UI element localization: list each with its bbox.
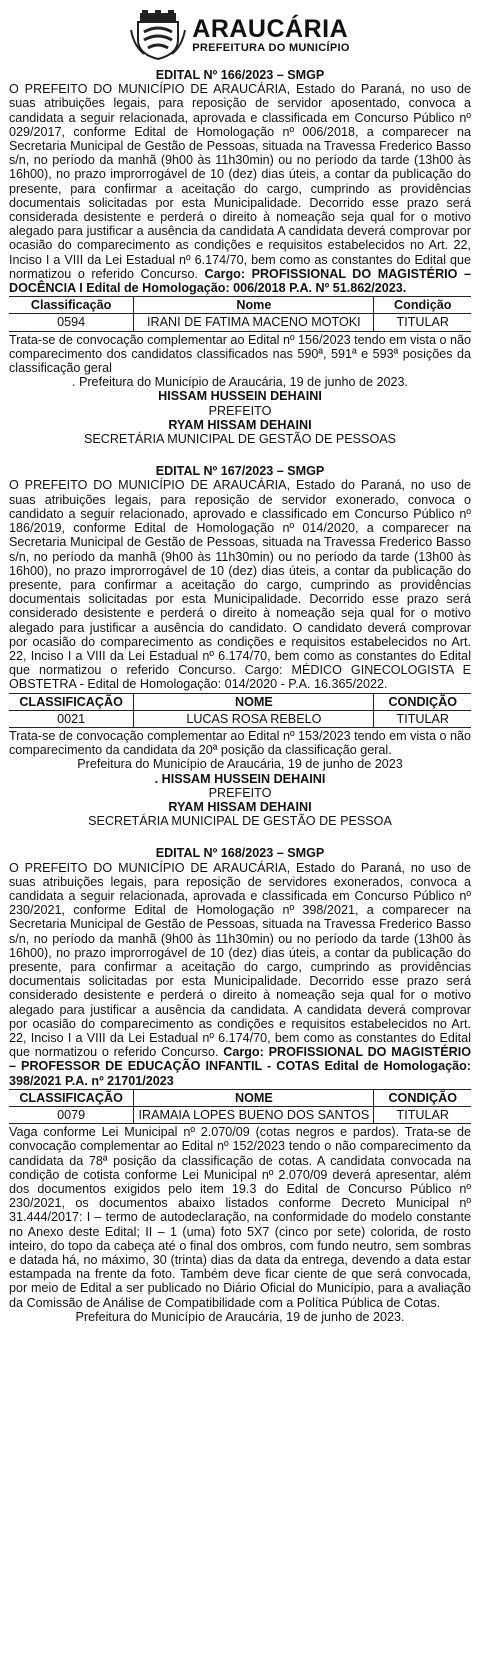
edital-167-section (9, 464, 471, 828)
cell-nome: LUCAS ROSA REBELO (134, 710, 374, 727)
column-header-classificacao: Classificação (9, 297, 134, 314)
edital-166-body-text: O PREFEITO DO MUNICÍPIO DE ARAUCÁRIA, Estado do Paraná, no uso de suas atribuições legais, para reposição de servidor aposentado, convoca a candidata a seguir relacionada, aprovada e classificada em Concurso Público nº 029/2017, conforme Edital de Homologação nº 006/2018, a comparecer na Secretaria Municipal de Gestão de Pessoas, situada na Travessa Frederico Basso s/n, no período da manhã (9h00 às 11h30min) ou no período da tarde (13h00 às 16h00), no prazo improrrogável de 10 (dez) dias úteis, a contar da publicação do presente, para confirmar a aceitação do cargo, cumprindo as providências documentais solicitadas por esta Municipalidade. Decorrido esse prazo será considerada desistente e perderá o direito à nomeação seja qual for o motivo alegado para justificar a ausência da candidata A candidata deverá comprovar por ocasião do comparecimento as condições e requisitos estabelecidos no Art. 22, Inciso I a VIII da Lei Estadual nº 6.174/70, bem como as constantes do Edital que normatizou o referido Concurso. (9, 82, 471, 281)
edital-168-table (9, 1089, 471, 1124)
edital-166-signer-mayor: HISSAM HUSSEIN DEHAINI (158, 389, 322, 404)
edital-167-body: O PREFEITO DO MUNICÍPIO DE ARAUCÁRIA, Estado do Paraná, no uso de suas atribuições legais, para reposição de servidor exonerado, convoca o candidato a seguir relacionado, aprovado e classificado em Concurso Público nº 186/2019, conforme Edital de Homologação nº 014/2020, a comparecer na Secretaria Municipal de Gestão de Pessoas, situada na Travessa Frederico Basso s/n, no período da manhã (9h00 às 11h30min) ou no período da tarde (13h00 às 16h00), no prazo improrrogável de 10 (dez) dias úteis, a contar da publicação do presente, para confirmar a aceitação do cargo, cumprindo as providências documentais solicitadas por esta Municipalidade. Decorrido esse prazo será considerado desistente e perderá o direito à nomeação seja qual for o motivo alegado para justificar a ausência do candidato. O candidato deverá comprovar por ocasião do comparecimento as condições e requisitos estabelecidos no Art. 22, Inciso I a VIII da Lei Estadual nº 6.174/70, bem como as constantes do Edital que normatizou o referido Concurso. Cargo: MÉDICO GINECOLOGISTA E OBSTETRA - Edital de Homologação: 014/2020 - P.A. 16.365/2022. (9, 478, 471, 692)
edital-166-signer-secretary: RYAM HISSAM DEHAINI (168, 417, 312, 432)
column-header-nome: Nome (134, 297, 374, 314)
column-header-condicao: CONDIÇÃO (374, 693, 471, 710)
edital-168-body-text: O PREFEITO DO MUNICÍPIO DE ARAUCÁRIA, Estado do Paraná, no uso de suas atribuições legais, para reposição de servidores exonerados, convoca a candidata a seguir relacionada, aprovada e classificada em Concurso Público nº 230/2021, conforme Edital de Homologação nº 398/2021, a comparecer na Secretaria Municipal de Gestão de Pessoas, situada na Travessa Frederico Basso s/n, no período da manhã (9h00 às 11h30min) ou no período da tarde (13h00 às 16h00), no prazo improrrogável de 10 (dez) dias úteis, a contar da publicação do presente, para confirmar a aceitação do cargo, cumprindo as providências documentais solicitadas por esta Municipalidade. Decorrido esse prazo será considerado desistente e perderá o direito à nomeação seja qual for o motivo alegado para justificar a ausência da candidata. A candidata deverá comprovar por ocasião do comparecimento as condições e requisitos estabelecidos no Art. 22, Inciso I a VIII da Lei Estadual nº 6.174/70, bem como as constantes do Edital que normatizou o referido Concurso. (9, 860, 471, 1060)
brand-subtitle: PREFEITURA DO MUNICÍPIO (192, 41, 350, 54)
cell-nome: IRANI DE FATIMA MACENO MOTOKI (134, 314, 374, 331)
brand-name: ARAUCÁRIA (192, 14, 349, 43)
cell-classificacao: 0021 (9, 710, 134, 727)
edital-168-section (9, 846, 471, 1324)
document-page (9, 0, 471, 1324)
edital-166-body (9, 82, 471, 295)
column-header-nome: NOME (134, 1089, 374, 1106)
cell-classificacao: 0594 (9, 314, 134, 331)
edital-168-title: EDITAL Nº 168/2023 – SMGP (155, 846, 325, 861)
edital-166-cargo: Cargo: PROFISSIONAL DO MAGISTÉRIO – DOCÊNCIA I Edital de Homologação: 006/2018 P.A. Nº 51.862/2023. (9, 266, 471, 296)
cell-condicao: TITULAR (374, 710, 471, 727)
column-header-classificacao: CLASSIFICAÇÃO (9, 693, 134, 710)
edital-167-table (9, 693, 471, 728)
table-row (9, 710, 471, 727)
cell-condicao: TITULAR (374, 1107, 471, 1124)
column-header-condicao: CONDIÇÃO (374, 1089, 471, 1106)
municipal-seal-logo (130, 10, 186, 60)
column-header-classificacao: CLASSIFICAÇÃO (9, 1089, 134, 1106)
edital-167-signer-secretary-role: SECRETÁRIA MUNICIPAL DE GESTÃO DE PESSOA (88, 814, 392, 829)
edital-166-note: Trata-se de convocação complementar ao Edital nº 156/2023 tendo em vista o não comparecimento dos candidatos classificados nas 590ª, 591ª e 593ª posições da classificação geral (9, 332, 471, 376)
edital-166-signer-mayor-role: PREFEITO (208, 403, 272, 418)
table-row (9, 314, 471, 331)
edital-168-note: Vaga conforme Lei Municipal nº 2.070/09 (cotas negros e pardos). Trata-se de convocação complementar ao Edital nº 152/2023 tendo o não comparecimento da candidata da 78ª posição da classificação de cotas. A candidata convocada na condição de cotista conforme Lei Municipal nº 2.070/09 deverá apresentar, além dos documentos exigidos pelo item 19.3 do Edital de Concurso Público nº 230/2021, os documentos abaixo listados conforme Decreto Municipal nº 31.444/2017: I – termo de autodeclaração, na conformidade do modelo constante no Anexo deste Edital; II – 1 (uma) foto 5X7 (cinco por sete) colorida, de rosto inteiro, do topo da cabeça até o final dos ombros, com fundo neutro, sem sombras e datada há, no máximo, 30 (trinta) dias da data da entrega, devendo a data estar estampada na frente da foto. Também deve ficar ciente de que será convocada, por meio de Edital a ser publicado no Diário Oficial do Município, para a avaliação da Comissão de Análise de Compatibilidade com a Política Pública de Cotas. (9, 1125, 471, 1310)
table-row (9, 1107, 471, 1124)
section-spacer (9, 828, 471, 844)
edital-167-title: EDITAL Nº 167/2023 – SMGP (155, 464, 325, 479)
edital-166-section (9, 68, 471, 446)
cell-classificacao: 0079 (9, 1107, 134, 1124)
edital-167-note: Trata-se de convocação complementar ao Edital nº 153/2023 tendo em vista o não comparecimento da candidata da 20ª posição da classificação geral. (9, 728, 471, 758)
municipal-brand (192, 14, 350, 54)
edital-166-date: . Prefeitura do Município de Araucária, 19 de junho de 2023. (71, 375, 409, 390)
edital-168-body (9, 861, 471, 1088)
edital-167-signer-secretary: RYAM HISSAM DEHAINI (168, 799, 312, 814)
column-header-condicao: Condição (374, 297, 471, 314)
cell-nome: IRAMAIA LOPES BUENO DOS SANTOS (134, 1107, 374, 1124)
municipal-header (9, 8, 471, 62)
edital-166-title: EDITAL Nº 166/2023 – SMGP (155, 68, 325, 82)
edital-167-signer-mayor: . HISSAM HUSSEIN DEHAINI (154, 771, 326, 786)
edital-168-cargo: Cargo: PROFISSIONAL DO MAGISTÉRIO – PROFESSOR DE EDUCAÇÃO INFANTIL - COTAS Edital de Homologação: 398/2021 P.A. nº 21701/2023 (9, 1045, 471, 1088)
section-spacer (9, 446, 471, 462)
column-header-nome: NOME (134, 693, 374, 710)
cell-condicao: TITULAR (374, 314, 471, 331)
edital-167-date: Prefeitura do Município de Araucária, 19 de junho de 2023 (77, 757, 403, 772)
edital-167-signer-mayor-role: PREFEITO (208, 785, 272, 800)
edital-168-date: Prefeitura do Município de Araucária, 19 de junho de 2023. (75, 1309, 405, 1324)
edital-166-table (9, 296, 471, 331)
edital-166-signer-secretary-role: SECRETÁRIA MUNICIPAL DE GESTÃO DE PESSOAS (83, 432, 397, 447)
